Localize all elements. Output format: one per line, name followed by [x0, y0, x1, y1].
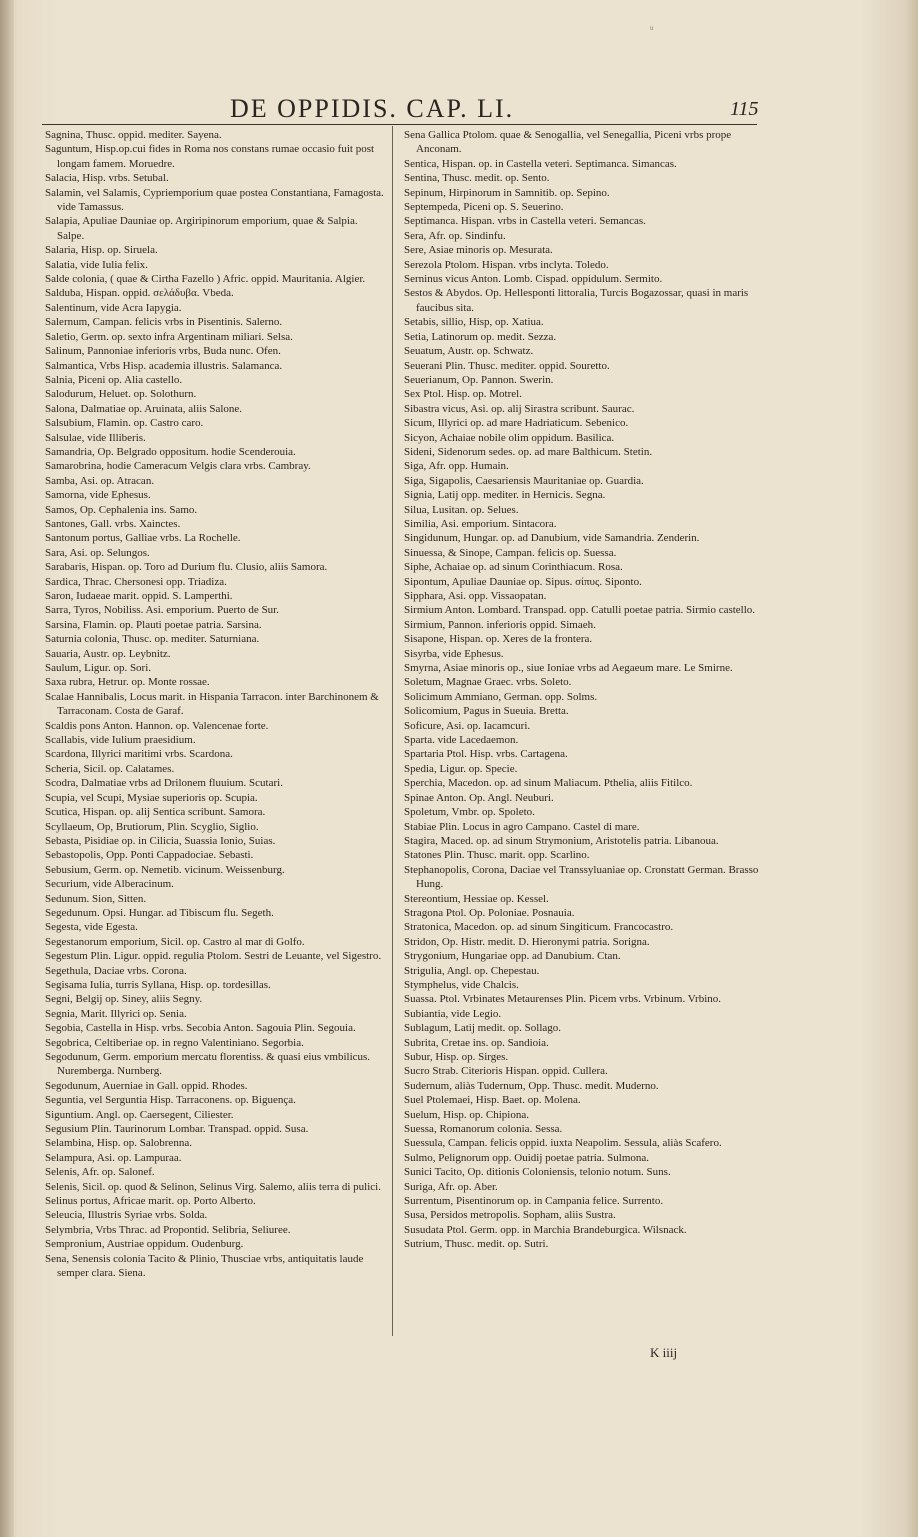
index-entry: Samandria, Op. Belgrado oppositum. hodie Scenderouia.	[45, 445, 296, 458]
index-entry: Santones, Gall. vrbs. Xainctes.	[45, 517, 181, 530]
index-entry: Sebastopolis, Opp. Ponti Cappadociae. Sebasti.	[45, 849, 254, 862]
index-entry: Saturnia colonia, Thusc. op. mediter. Saturniana.	[45, 633, 260, 646]
index-entry: Sperchia, Macedon. op. ad sinum Maliacum. Pthelia, aliis Fitilco.	[404, 777, 693, 790]
index-entry: Selampura, Asi. op. Lampuraa.	[45, 1151, 182, 1164]
index-entry: Segesta, vide Egesta.	[45, 921, 138, 934]
index-entry: Sepinum, Hirpinorum in Samnitib. op. Sepino.	[404, 186, 610, 199]
index-entry: Scallabis, vide Iulium praesidium.	[45, 734, 196, 747]
index-entry: Serezola Ptolom. Hispan. vrbs inclyta. Toledo.	[404, 258, 609, 271]
index-entry: Strygonium, Hungariae opp. ad Danubium. Ctan.	[404, 950, 621, 963]
index-entry: Segnia, Marit. Illyrici op. Senia.	[45, 1007, 187, 1020]
index-entry: Spedia, Ligur. op. Specie.	[404, 762, 518, 775]
index-entry: Sarabaris, Hispan. op. Toro ad Durium flu. Clusio, aliis Samora.	[45, 561, 328, 574]
index-entry: Scalae Hannibalis, Locus marit. in Hispania Tarracon. inter Barchinonem & Tarraconam. Costa de Garaf.	[45, 690, 379, 718]
index-entry: Sarra, Tyros, Nobiliss. Asi. emporium. Puerto de Sur.	[45, 604, 279, 617]
index-entry: Salnia, Piceni op. Alia castello.	[45, 373, 183, 386]
index-entry: Sebasta, Pisidiae op. in Cilicia, Suassia Ionio, Suias.	[45, 834, 276, 847]
index-entry: Salona, Dalmatiae op. Aruinata, aliis Salone.	[45, 402, 243, 415]
left-column	[45, 128, 385, 1281]
index-entry: Siphe, Achaiae op. ad sinum Corinthiacum. Rosa.	[404, 561, 623, 574]
index-entry: Scupia, vel Scupi, Mysiae superioris op. Scupia.	[45, 791, 258, 804]
index-entry: Sisapone, Hispan. op. Xeres de la frontera.	[404, 633, 593, 646]
index-entry: Sinuessa, & Sinope, Campan. felicis op. Suessa.	[404, 546, 617, 559]
index-entry: Singidunum, Hungar. op. ad Danubium, vide Samandria. Zenderin.	[404, 532, 700, 545]
index-entry: Sipontum, Apuliae Dauniae op. Sipus. σίπυς. Siponto.	[404, 575, 642, 588]
index-entry: Segobia, Castella in Hisp. vrbs. Secobia Anton. Sagouia Plin. Segouia.	[45, 1022, 356, 1035]
index-entry: Stymphelus, vide Chalcis.	[404, 978, 519, 991]
index-entry: Suassa. Ptol. Vrbinates Metaurenses Plin. Picem vrbs. Vrbinum. Vrbino.	[404, 993, 722, 1006]
index-entry: Saxa rubra, Hetrur. op. Monte rossae.	[45, 676, 210, 689]
index-entry: Stagira, Maced. op. ad sinum Strymonium, Aristotelis patria. Libanoua.	[404, 834, 719, 847]
index-entry: Selymbria, Vrbs Thrac. ad Propontid. Selibria, Seliuree.	[45, 1223, 291, 1236]
index-entry: Stereontium, Hessiae op. Kessel.	[404, 892, 549, 905]
index-entry: Sucro Strab. Citerioris Hispan. oppid. Cullera.	[404, 1065, 608, 1078]
index-entry: Seguntia, vel Serguntia Hisp. Tarraconens. op. Biguença.	[45, 1094, 296, 1107]
index-entry: Silua, Lusitan. op. Selues.	[404, 503, 519, 516]
index-entry: Segodunum, Auerniae in Gall. oppid. Rhodes.	[45, 1079, 248, 1092]
index-entry: Siga, Afr. opp. Humain.	[404, 460, 509, 473]
index-entry: Seuatum, Austr. op. Schwatz.	[404, 345, 534, 358]
index-entry: Salatia, vide Iulia felix.	[45, 258, 148, 271]
index-entry: Siguntium. Angl. op. Caersegent, Ciliester.	[45, 1108, 234, 1121]
index-entry: Signia, Latij opp. mediter. in Hernicis. Segna.	[404, 489, 606, 502]
index-entry: Soletum, Magnae Graec. vrbs. Soleto.	[404, 676, 572, 689]
index-entry: Spinae Anton. Op. Angl. Neuburi.	[404, 791, 554, 804]
index-entry: Sedunum. Sion, Sitten.	[45, 892, 147, 905]
index-entry: Salmantica, Vrbs Hisp. academia illustris. Salamanca.	[45, 359, 283, 372]
index-entry: Spoletum, Vmbr. op. Spoleto.	[404, 806, 535, 819]
index-entry: Solicomium, Pagus in Sueuia. Bretta.	[404, 705, 569, 718]
index-entry: Scutica, Hispan. op. alij Sentica scribunt. Samora.	[45, 806, 266, 819]
index-entry: Santonum portus, Galliae vrbs. La Rochelle.	[45, 532, 241, 545]
index-entry: Subur, Hisp. op. Sirges.	[404, 1051, 509, 1063]
index-entry: Segestum Plin. Ligur. oppid. regulia Ptolom. Sestri de Leuante, vel Sigestro.	[45, 950, 382, 963]
index-entry: Suriga, Afr. op. Aber.	[404, 1180, 498, 1193]
index-entry: Stephanopolis, Corona, Daciae vel Transsyluaniae op. Cronstatt German. Brasso Hung.	[404, 863, 759, 891]
index-entry: Surrentum, Pisentinorum op. in Campania felice. Surrento.	[404, 1195, 664, 1208]
index-entry: Sena, Senensis colonia Tacito & Plinio, Thusciae vrbs, antiquitatis laude semper clara. Siena.	[45, 1252, 364, 1280]
index-entry: Segobrica, Celtiberiae op. in regno Valentiniano. Segorbia.	[45, 1036, 304, 1049]
index-entry: Sara, Asi. op. Selungos.	[45, 546, 150, 559]
index-entry: Suel Ptolemaei, Hisp. Baet. op. Molena.	[404, 1094, 581, 1107]
index-entry: Selenis, Afr. op. Salonef.	[45, 1166, 155, 1179]
index-entry: Sauaria, Austr. op. Leybnitz.	[45, 647, 171, 660]
index-entry: Sparta. vide Lacedaemon.	[404, 734, 519, 747]
running-title: DE OPPIDIS. CAP. LI.	[230, 94, 515, 123]
index-entry: Sibastra vicus, Asi. op. alij Sirastra scribunt. Saurac.	[404, 402, 635, 415]
index-entry: Salduba, Hispan. oppid. σελάδυβα. Vbeda.	[45, 287, 234, 300]
header-rule	[42, 124, 757, 125]
index-entry: Sublagum, Latij medit. op. Sollago.	[404, 1022, 562, 1035]
index-entry: Samos, Op. Cephalenia ins. Samo.	[45, 503, 198, 516]
index-entry: Sere, Asiae minoris op. Mesurata.	[404, 244, 553, 257]
page-header	[0, 94, 918, 124]
edge-mark: u	[650, 24, 654, 32]
index-entry: Solicimum Ammiano, German. opp. Solms.	[404, 690, 598, 703]
index-entry: Sera, Afr. op. Sindinfu.	[404, 229, 506, 242]
index-entry: Sardica, Thrac. Chersonesi opp. Triadiza.	[45, 575, 227, 588]
index-entry: Sisyrba, vide Ephesus.	[404, 647, 504, 660]
index-entry: Salernum, Campan. felicis vrbs in Pisentinis. Salerno.	[45, 316, 283, 329]
index-entry: Sempronium, Austriae oppidum. Oudenburg.	[45, 1238, 244, 1251]
index-entry: Seleucia, Illustris Syriae vrbs. Solda.	[45, 1209, 208, 1222]
index-entry: Segedunum. Opsi. Hungar. ad Tibiscum flu. Segeth.	[45, 906, 274, 919]
index-entry: Sicum, Illyrici op. ad mare Hadriaticum. Sebenico.	[404, 417, 629, 430]
index-entry: Setia, Latinorum op. medit. Sezza.	[404, 330, 557, 343]
index-entry: Sipphara, Asi. opp. Vissaopatan.	[404, 590, 547, 602]
index-entry: Septimanca. Hispan. vrbs in Castella veteri. Semancas.	[404, 215, 646, 228]
index-entry: Salinum, Pannoniae inferioris vrbs, Buda nunc. Ofen.	[45, 345, 281, 358]
index-entry: Saulum, Ligur. op. Sori.	[45, 662, 152, 675]
index-entry: Seuerianum, Op. Pannon. Swerin.	[404, 373, 554, 386]
index-entry: Sentica, Hispan. op. in Castella veteri. Septimanca. Simancas.	[404, 157, 677, 170]
index-entry: Segusium Plin. Taurinorum Lombar. Transpad. oppid. Susa.	[45, 1123, 309, 1136]
index-entry: Spartaria Ptol. Hisp. vrbs. Cartagena.	[404, 748, 568, 761]
index-entry: Salsubium, Flamin. op. Castro caro.	[45, 417, 204, 430]
index-entry: Salentinum, vide Acra Iapygia.	[45, 301, 182, 314]
index-entry: Saletio, Germ. op. sexto infra Argentinam miliari. Selsa.	[45, 330, 293, 343]
index-entry: Selambina, Hisp. op. Salobrenna.	[45, 1137, 192, 1150]
index-entry: Scyllaeum, Op, Brutiorum, Plin. Scyglio, Siglio.	[45, 820, 259, 833]
folio-number: 115	[730, 98, 759, 120]
index-entry: Suelum, Hisp. op. Chipiona.	[404, 1108, 529, 1121]
index-entry: Saron, Iudaeae marit. oppid. S. Lamperthi.	[45, 590, 233, 602]
index-entry: Soficure, Asi. op. Iacamcuri.	[404, 719, 531, 732]
index-entry: Salodurum, Heluet. op. Solothurn.	[45, 388, 197, 401]
index-entry: Stragona Ptol. Op. Poloniae. Posnauia.	[404, 906, 575, 919]
index-entry: Siga, Sigapolis, Caesariensis Mauritaniae op. Guardia.	[404, 474, 644, 487]
index-entry: Suessula, Campan. felicis oppid. iuxta Neapolim. Sessula, aliàs Scafero.	[404, 1137, 722, 1150]
index-entry: Sutrium, Thusc. medit. op. Sutri.	[404, 1238, 549, 1251]
index-entry: Subiantia, vide Legio.	[404, 1007, 502, 1020]
index-entry: Sirmium, Pannon. inferioris oppid. Simaeh.	[404, 618, 596, 631]
index-entry: Suessa, Romanorum colonia. Sessa.	[404, 1123, 563, 1136]
index-entry: Scodra, Dalmatiae vrbs ad Drilonem fluuium. Scutari.	[45, 777, 283, 790]
index-entry: Saguntum, Hisp.op.cui fides in Roma nos constans rumae occasio fuit post longam famem. Moruedre.	[45, 143, 375, 170]
index-entry: Sulmo, Pelignorum opp. Ouidij poetae patria. Sulmona.	[404, 1151, 650, 1164]
index-entry: Salde colonia, ( quae & Cirtha Fazello ) Afric. oppid. Mauritania. Algier.	[45, 273, 366, 286]
index-entry: Stratonica, Macedon. op. ad sinum Singiticum. Francocastro.	[404, 921, 674, 934]
index-entry: Sarsina, Flamin. op. Plauti poetae patria. Sarsina.	[45, 618, 262, 631]
index-entry: Salsulae, vide Illiberis.	[45, 431, 146, 444]
book-gutter	[0, 0, 14, 1537]
index-entry: Statones Plin. Thusc. marit. opp. Scarlino.	[404, 849, 590, 862]
index-entry: Samba, Asi. op. Atracan.	[45, 474, 155, 487]
index-entry: Selinus portus, Africae marit. op. Porto Alberto.	[45, 1195, 256, 1208]
index-entry: Smyrna, Asiae minoris op., siue Ioniae vrbs ad Aegaeum mare. Le Smirne.	[404, 662, 733, 675]
index-entry: Scardona, Illyrici maritimi vrbs. Scardona.	[45, 748, 233, 761]
index-entry: Sudernum, aliàs Tudernum, Opp. Thusc. medit. Muderno.	[404, 1079, 659, 1092]
index-entry: Segisama Iulia, turris Syllana, Hisp. op. tordesillas.	[45, 978, 271, 991]
index-entry: Sebusium, Germ. op. Nemetib. vicinum. Weissenburg.	[45, 863, 285, 876]
index-entry: Scaldis pons Anton. Hannon. op. Valencenae forte.	[45, 719, 269, 732]
column-divider	[392, 126, 393, 1336]
index-entry: Sagnina, Thusc. oppid. mediter. Sayena.	[45, 129, 222, 141]
index-entry: Scheria, Sicil. op. Calatames.	[45, 762, 175, 775]
index-entry: Sex Ptol. Hisp. op. Motrel.	[404, 388, 522, 401]
signature-mark: K iiij	[650, 1345, 678, 1360]
index-entry: Seuerani Plin. Thusc. mediter. oppid. Souretto.	[404, 359, 610, 372]
index-entry: Segodunum, Germ. emporium mercatu florentiss. & quasi eius vmbilicus. Nuremberga. Nurnberg.	[45, 1051, 371, 1078]
index-entry: Salaria, Hisp. op. Siruela.	[45, 244, 158, 257]
index-entry: Sirmium Anton. Lombard. Transpad. opp. Catulli poetae patria. Sirmio castello.	[404, 604, 756, 617]
index-entry: Sena Gallica Ptolom. quae & Senogallia, vel Senegallia, Piceni vrbs prope Anconam.	[404, 129, 732, 156]
index-entry: Salapia, Apuliae Dauniae op. Argiripinorum emporium, quae & Salpia. Salpe.	[45, 215, 358, 242]
index-entry: Segethula, Daciae vrbs. Corona.	[45, 964, 187, 977]
index-entry: Selenis, Sicil. op. quod & Selinon, Selinus Virg. Salemo, aliis terra di pulici.	[45, 1180, 381, 1193]
index-entry: Securium, vide Alberacinum.	[45, 878, 174, 891]
index-entry: Segni, Belgij op. Siney, aliis Segny.	[45, 993, 203, 1006]
index-entry: Susudata Ptol. Germ. opp. in Marchia Brandeburgica. Wilsnack.	[404, 1223, 687, 1236]
index-entry: Strigulia, Angl. op. Chepestau.	[404, 964, 540, 977]
index-entry: Stridon, Op. Histr. medit. D. Hieronymi patria. Sorigna.	[404, 935, 650, 948]
index-entry: Septempeda, Piceni op. S. Seuerino.	[404, 201, 564, 214]
right-column	[404, 128, 759, 1252]
index-entry: Susa, Persidos metropolis. Sopham, aliis Sustra.	[404, 1209, 616, 1222]
index-entry: Segestanorum emporium, Sicil. op. Castro al mar di Golfo.	[45, 935, 305, 948]
index-entry: Salamin, vel Salamis, Cypriemporium quae postea Constantiana, Famagosta. vide Tamassus.	[45, 186, 384, 214]
index-entry: Sestos & Abydos. Op. Hellesponti littoralia, Turcis Bogazossar, quasi in maris faucibus sita.	[404, 287, 749, 314]
index-entry: Samarobrina, hodie Cameracum Velgis clara vrbs. Cambray.	[45, 460, 311, 473]
index-entry: Similia, Asi. emporium. Sintacora.	[404, 517, 557, 530]
index-entry: Subrita, Cretae ins. op. Sandioia.	[404, 1036, 549, 1049]
index-entry: Samorna, vide Ephesus.	[45, 489, 151, 502]
index-entry: Salacia, Hisp. vrbs. Setubal.	[45, 172, 169, 185]
index-entry: Setabis, sillio, Hisp, op. Xatiua.	[404, 316, 544, 329]
index-entry: Stabiae Plin. Locus in agro Campano. Castel di mare.	[404, 820, 640, 833]
index-entry: Sicyon, Achaiae nobile olim oppidum. Basilica.	[404, 431, 615, 444]
index-entry: Sideni, Sidenorum sedes. op. ad mare Balthicum. Stetin.	[404, 445, 653, 458]
index-entry: Sunici Tacito, Op. ditionis Coloniensis, telonio notum. Suns.	[404, 1166, 671, 1179]
index-entry: Sentina, Thusc. medit. op. Sento.	[404, 172, 550, 185]
index-entry: Serninus vicus Anton. Lomb. Cispad. oppidulum. Sermito.	[404, 273, 663, 286]
